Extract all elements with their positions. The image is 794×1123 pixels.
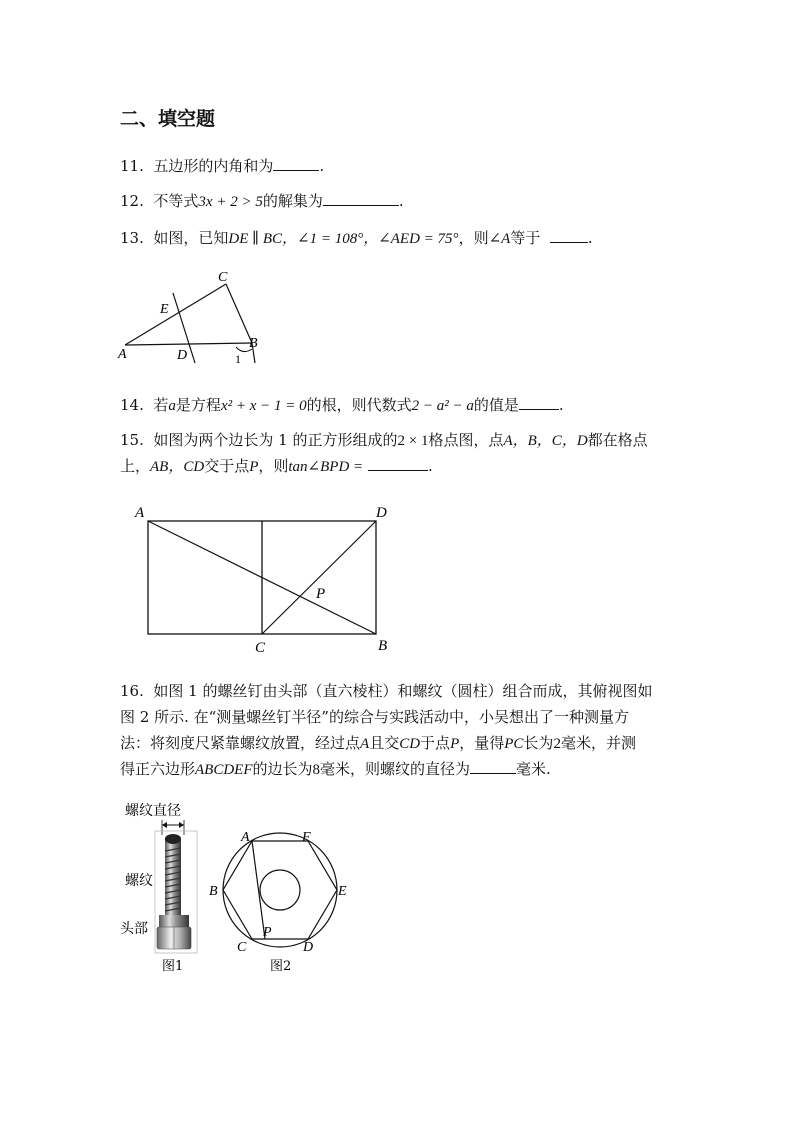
hexagon-ABCDEF [223, 841, 337, 939]
question-text-post: 的解集为 [262, 192, 323, 210]
label-D: D [303, 940, 314, 955]
question-text: 法：将刻度尺紧靠螺纹放置，经过点 [120, 734, 361, 752]
question-16-line-3 [120, 732, 636, 755]
answer-blank[interactable] [368, 456, 428, 471]
angle-variable: A [501, 231, 511, 247]
point-p: P [450, 736, 460, 752]
inequality-expression: 3x + 2 > 5 [198, 194, 263, 210]
answer-blank[interactable] [323, 191, 399, 206]
question-text-post: 格点图，点 [428, 431, 504, 449]
number-value: 2 [553, 736, 561, 752]
question-16-line-2 [120, 706, 629, 728]
question-16-line-1 [120, 680, 653, 702]
label-E: E [160, 302, 169, 317]
segment-list: AB，CD [150, 459, 205, 475]
label-B: B [209, 884, 218, 899]
question-text: 上， [120, 457, 151, 475]
label-D: D [376, 505, 387, 521]
label-C: C [255, 640, 266, 656]
question-text: 于点 [420, 734, 451, 752]
caption-fig-2: 图2 [270, 959, 292, 974]
label-A: A [241, 830, 250, 845]
question-12 [120, 190, 404, 213]
question-15-line-2 [120, 455, 433, 478]
label-angle-1: 1 [235, 352, 241, 366]
label-A: A [118, 347, 127, 362]
question-text-mid: 是方程 [175, 396, 221, 414]
question-text: 得正六边形 [120, 760, 196, 778]
question-text-post: 的值是 [473, 396, 519, 414]
question-number: 12. [120, 192, 144, 210]
label-D: D [177, 348, 188, 363]
label-thread-diameter: 螺纹直径 [125, 803, 181, 819]
question-text-end: 都在格点 [587, 431, 648, 449]
question-text: 如图为两个边长为 1 的正方形组成的 [153, 431, 398, 449]
point-p: P [249, 459, 259, 475]
question-text: 毫米，则螺纹的直径为 [320, 760, 471, 778]
segment-BC [226, 284, 252, 343]
question-13 [120, 227, 593, 250]
number-value: 8 [312, 762, 321, 778]
period: . [319, 157, 325, 175]
tan-expression: tan∠BPD = [288, 459, 364, 475]
thread-circle [260, 870, 300, 910]
question-text: 毫米. [516, 760, 551, 778]
question-text: 毫米，并测 [560, 734, 636, 752]
arrow-head-left [162, 822, 167, 828]
segment-cd: CD [399, 736, 421, 752]
question-number: 13. [120, 229, 144, 247]
question-number: 16. [120, 682, 144, 700]
segment-AC [125, 284, 226, 345]
period: . [558, 396, 564, 414]
label-B: B [249, 336, 258, 351]
question-text: 五边形的内角和为 [153, 157, 274, 175]
point-list: A，B，C，D [503, 433, 588, 449]
question-text: 如图 1 的螺丝钉由头部（直六棱柱）和螺纹（圆柱）组合而成，其俯视图如 [153, 682, 653, 700]
answer-blank[interactable] [550, 228, 588, 243]
grid-size: 2 × 1 [397, 433, 429, 449]
question-11 [120, 155, 324, 177]
segment-CD [262, 521, 376, 634]
question-text: 图 2 所示. 在“测量螺丝钉半径”的综合与实践活动中，小吴想出了一种测量方 [120, 708, 629, 726]
figure-15-grid [130, 500, 400, 660]
answer-blank[interactable] [470, 759, 516, 774]
label-P: P [263, 925, 272, 940]
period: . [427, 457, 433, 475]
equation: x² + x − 1 = 0 [220, 398, 307, 414]
arrow-head-right [179, 822, 184, 828]
question-text: 且交 [369, 734, 400, 752]
period: . [398, 192, 404, 210]
question-text: 如图，已知 [153, 229, 229, 247]
hexagon-name: ABCDEF [195, 762, 253, 778]
screw-washer [159, 915, 189, 927]
question-text: 不等式 [153, 192, 199, 210]
label-head: 头部 [120, 921, 148, 937]
label-F: F [302, 830, 311, 845]
variable-a: a [168, 398, 176, 414]
given-condition: DE ∥ BC，∠1 = 108°，∠AED = 75° [228, 231, 459, 247]
label-thread: 螺纹 [125, 873, 153, 889]
outer-circle [223, 833, 337, 947]
question-14 [120, 394, 564, 417]
section-title: 二、填空题 [120, 108, 216, 130]
period: . [587, 229, 593, 247]
caption-fig-1: 图1 [162, 959, 184, 974]
screw-tip [165, 834, 181, 844]
label-P: P [316, 586, 326, 602]
answer-blank[interactable] [273, 156, 319, 171]
point-a: A [360, 736, 370, 752]
question-text: 若 [153, 396, 169, 414]
question-text: ，量得 [459, 734, 505, 752]
question-text-post2: 等于 [510, 229, 541, 247]
label-A: A [135, 505, 145, 521]
question-text-mid2: 的根，则代数式 [306, 396, 412, 414]
question-text-post: ，则 [258, 457, 289, 475]
label-C: C [218, 270, 228, 285]
question-number: 15. [120, 431, 144, 449]
label-B: B [378, 638, 388, 654]
question-text: 的边长为 [252, 760, 313, 778]
algebraic-expression: 2 − a² − a [411, 398, 474, 414]
question-number: 11. [120, 157, 144, 175]
question-15-line-1 [120, 429, 648, 452]
question-number: 14. [120, 396, 144, 414]
label-C: C [237, 940, 247, 955]
figure-13-triangle [115, 265, 275, 370]
answer-blank[interactable] [519, 395, 559, 410]
question-text-mid: 交于点 [204, 457, 250, 475]
question-text-post: ，则∠ [458, 229, 502, 247]
segment-pc: PC [504, 736, 524, 752]
label-E: E [338, 884, 347, 899]
figure-16-hexagon [205, 825, 360, 975]
question-16-line-4 [120, 758, 551, 781]
question-text: 长为 [523, 734, 554, 752]
